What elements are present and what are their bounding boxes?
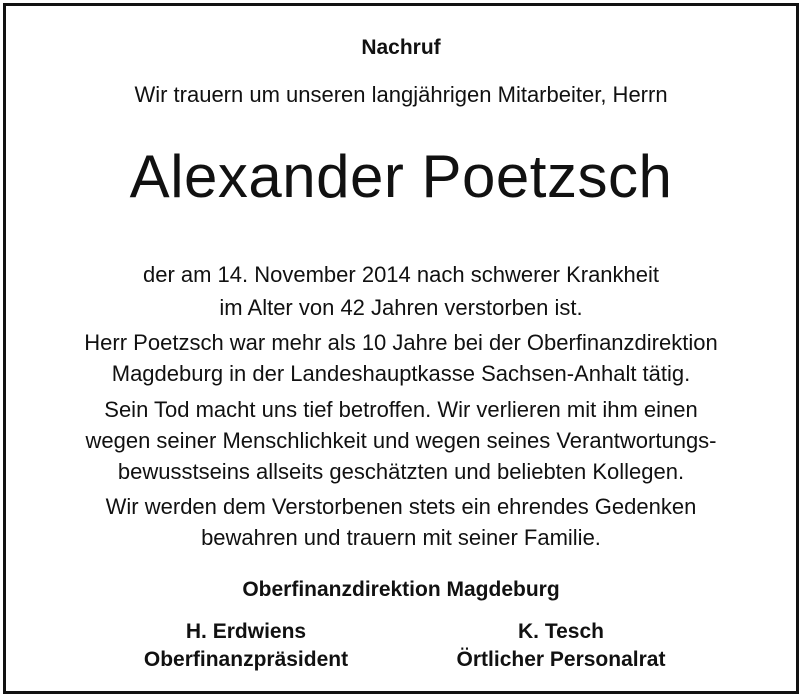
paragraph-2-line-2: Magdeburg in der Landeshauptkasse Sachsen-Anhalt tätig.	[111, 361, 691, 386]
paragraph-3-line-1: Sein Tod macht uns tief betroffen. Wir verlieren mit ihm einen	[104, 397, 698, 422]
intro-line: Wir trauern um unseren langjährigen Mitarbeiter, Herrn	[134, 82, 668, 107]
signatory-name: H. Erdwiens	[185, 620, 307, 643]
paragraph-4-line-1: Wir werden dem Verstorbenen stets ein ehrendes Gedenken	[105, 494, 697, 519]
paragraph-4-line-2: bewahren und trauern mit seiner Familie.	[201, 525, 601, 550]
obituary-notice	[3, 3, 799, 694]
signatory-name: K. Tesch	[518, 620, 604, 643]
signatory-title: Oberfinanzpräsident	[143, 648, 349, 671]
paragraph-3-line-2: wegen seiner Menschlichkeit und wegen seines Verantwortungs-	[85, 428, 717, 453]
signatory-right	[416, 618, 706, 674]
paragraph-1-line-2: im Alter von 42 Jahren verstorben ist.	[219, 295, 583, 320]
signatory-left	[116, 618, 376, 674]
paragraph-3-line-3: bewusstseins allseits geschätzten und beliebten Kollegen.	[117, 459, 685, 484]
notice-heading: Nachruf	[361, 36, 441, 59]
signatory-title: Örtlicher Personalrat	[456, 648, 666, 671]
paragraph-2-line-1: Herr Poetzsch war mehr als 10 Jahre bei der Oberfinanzdirektion	[84, 330, 718, 355]
organization-name: Oberfinanzdirektion Magdeburg	[242, 578, 560, 601]
deceased-name: Alexander Poetzsch	[129, 143, 673, 210]
paragraph-1-line-1: der am 14. November 2014 nach schwerer Krankheit	[142, 262, 660, 287]
